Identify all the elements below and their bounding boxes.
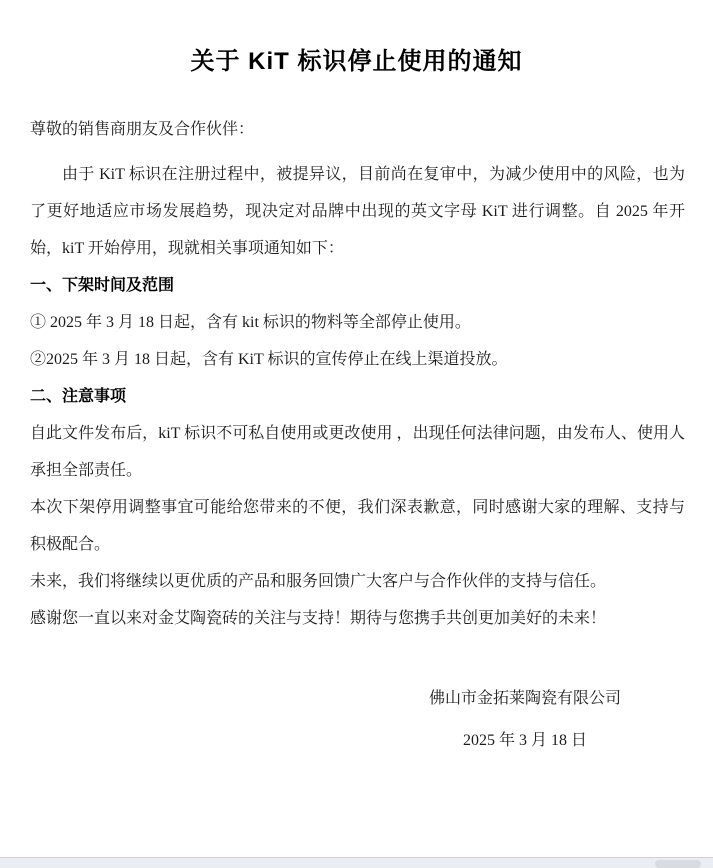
- section-1-item-2: ②2025 年 3 月 18 日起，含有 KiT 标识的宣传停止在线上渠道投放。: [30, 351, 508, 368]
- document-body: [30, 111, 685, 637]
- greeting-line: 尊敬的销售商朋友及合作伙伴：: [30, 121, 255, 138]
- horizontal-scrollbar-thumb[interactable]: [655, 860, 701, 868]
- section-2-paragraph-4: 感谢您一直以来对金艾陶瓷砖的关注与支持！期待与您携手共创更加美好的未来！: [30, 610, 607, 627]
- section-2-paragraph-1: 自此文件发布后，kiT 标识不可私自使用或更改使用 ，出现任何法律问题，由发布人、使用人承担全部责任。: [30, 425, 685, 479]
- section-1-heading: 一、下架时间及范围: [30, 277, 175, 294]
- section-2-paragraph-3: 未来，我们将继续以更优质的产品和服务回馈广大客户与合作伙伴的支持与信任。: [30, 573, 607, 590]
- page-title: 关于 KiT 标识停止使用的通知: [190, 48, 523, 75]
- signature-company: 佛山市金拓莱陶瓷有限公司: [428, 690, 621, 707]
- section-2-paragraph-2: 本次下架停用调整事宜可能给您带来的不便，我们深表歉意，同时感谢大家的理解、支持与积极配合。: [30, 499, 685, 553]
- horizontal-scrollbar-track[interactable]: [0, 857, 713, 868]
- signature-date: 2025 年 3 月 18 日: [462, 732, 587, 749]
- signature-block: [360, 678, 690, 762]
- section-1-item-1: ① 2025 年 3 月 18 日起，含有 kit 标识的物料等全部停止使用。: [30, 314, 471, 331]
- section-2-heading: 二、注意事项: [30, 388, 127, 405]
- intro-paragraph: 由于 KiT 标识在注册过程中，被提异议，目前尚在复审中，为减少使用中的风险，也为了更好地适应市场发展趋势，现决定对品牌中出现的英文字母 KiT 进行调整。自 2025 年开始，kiT 开始停用，现就相关事项通知如下：: [30, 166, 685, 257]
